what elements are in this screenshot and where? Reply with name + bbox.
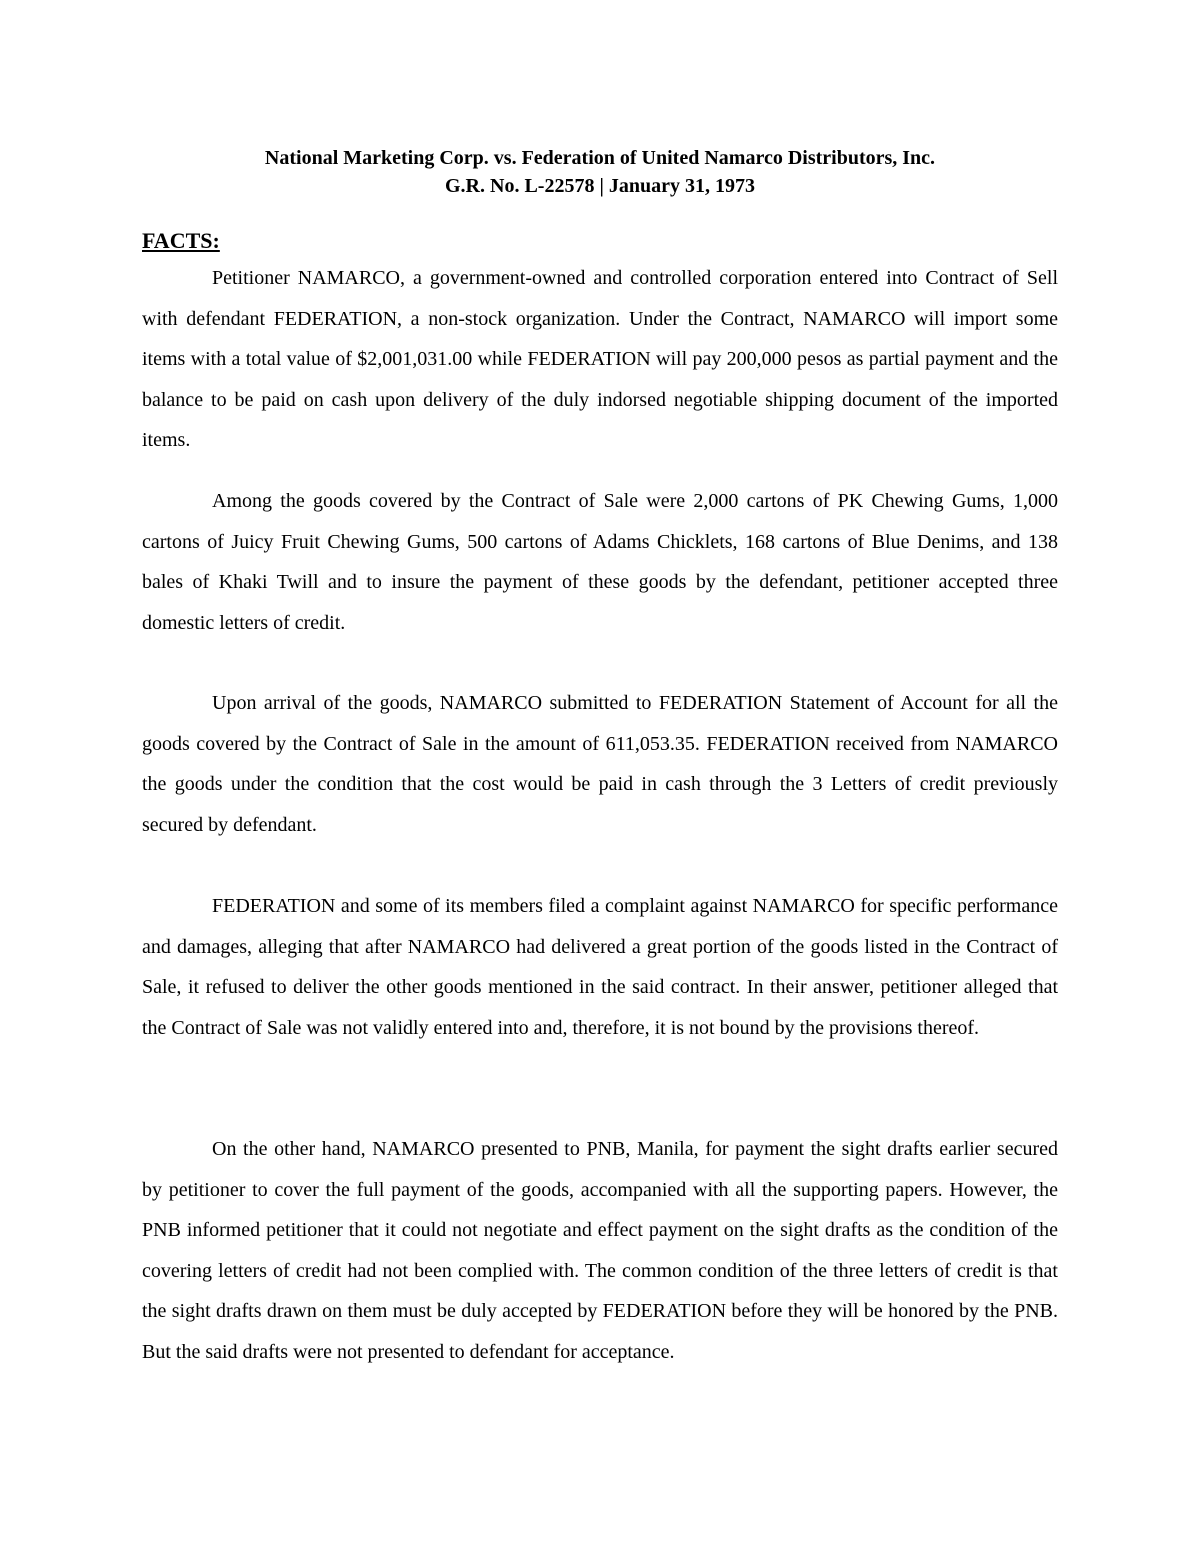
facts-paragraph-1: Petitioner NAMARCO, a government-owned and controlled corporation entered into Contract of Sell with defendant FEDERATION, a non-stock organization. Under the Contract, NAMARCO will import some items with a total value of $2,001,031.00 while FEDERATION will pay 200,000 pesos as partial payment and the balance to be paid on cash upon delivery of the duly indorsed negotiable shipping document of the imported items. <box>142 267 1058 451</box>
case-title: National Marketing Corp. vs. Federation of United Namarco Distributors, Inc. <box>264 147 936 169</box>
facts-paragraph-4: FEDERATION and some of its members filed a complaint against NAMARCO for specific performance and damages, alleging that after NAMARCO had delivered a great portion of the goods listed in the Contract of Sale, it refused to deliver the other goods mentioned in the said contract. In their answer, petitioner alleged that the Contract of Sale was not validly entered into and, therefore, it is not bound by the provisions thereof. <box>142 895 1058 1039</box>
case-citation: G.R. No. L-22578 | January 31, 1973 <box>445 175 755 197</box>
facts-heading: FACTS: <box>142 228 220 253</box>
facts-paragraph-2: Among the goods covered by the Contract of Sale were 2,000 cartons of PK Chewing Gums, 1,000 cartons of Juicy Fruit Chewing Gums, 500 cartons of Adams Chicklets, 168 cartons of Blue Denims, and 138 bales of Khaki Twill and to insure the payment of these goods by the defendant, petitioner accepted three domestic letters of credit. <box>142 490 1058 634</box>
facts-paragraph-5: On the other hand, NAMARCO presented to PNB, Manila, for payment the sight drafts earlier secured by petitioner to cover the full payment of the goods, accompanied with all the supporting papers. However, the PNB informed petitioner that it could not negotiate and effect payment on the sight drafts as the condition of the covering letters of credit had not been complied with. The common condition of the three letters of credit is that the sight drafts drawn on them must be duly accepted by FEDERATION before they will be honored by the PNB. But the said drafts were not presented to defendant for acceptance. <box>142 1138 1058 1363</box>
facts-paragraph-3: Upon arrival of the goods, NAMARCO submitted to FEDERATION Statement of Account for all the goods covered by the Contract of Sale in the amount of 611,053.35. FEDERATION received from NAMARCO the goods under the condition that the cost would be paid in cash through the 3 Letters of credit previously secured by defendant. <box>142 692 1058 836</box>
